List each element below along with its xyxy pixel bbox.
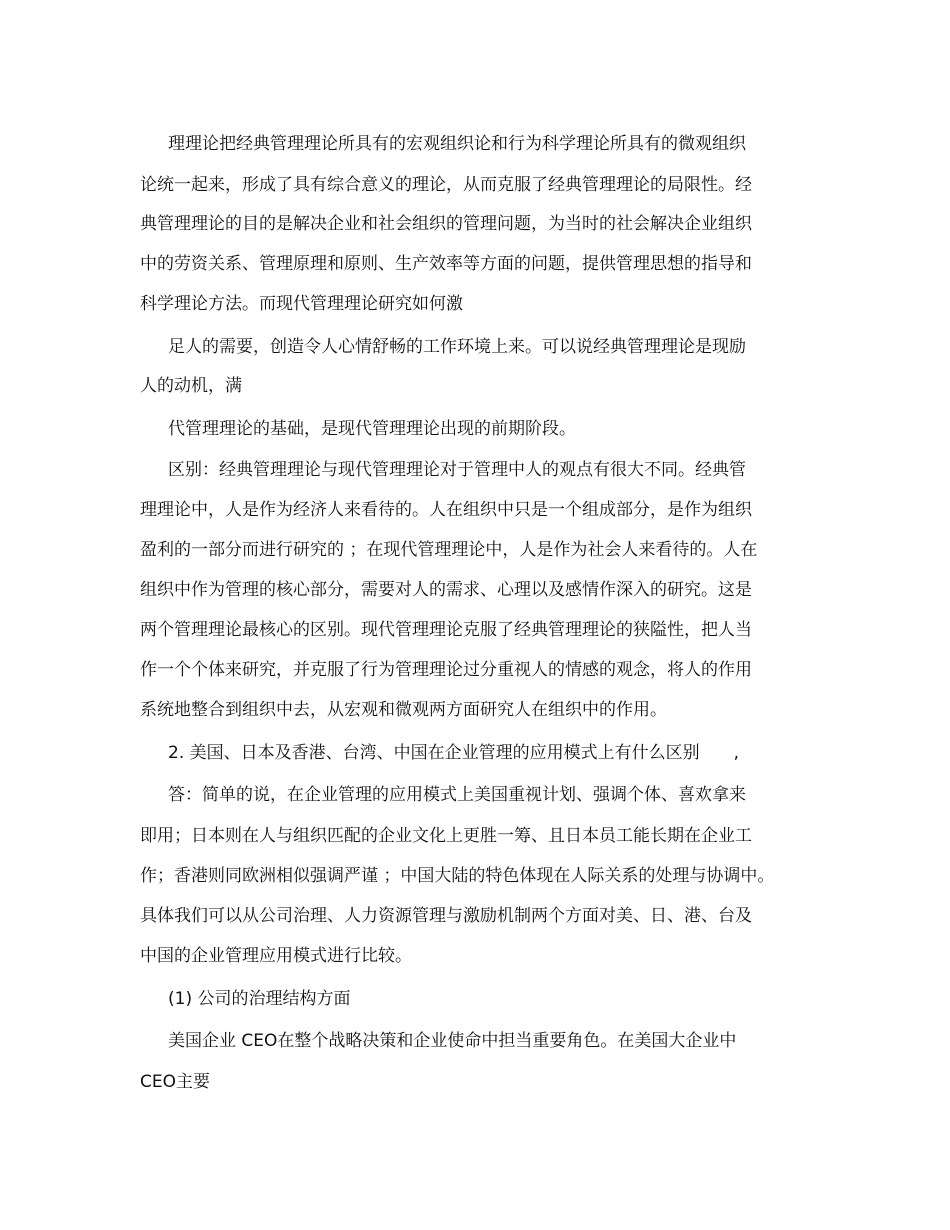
text-line: 盈利的一部分而进行研究的 ；在现代管理理论中，人是作为社会人来看待的。人在: [140, 540, 758, 560]
text-line: 论统一起来，形成了具有综合意义的理论，从而克服了经典管理理论的局限性。经: [140, 175, 752, 195]
text-line: 人的动机，满: [140, 376, 242, 396]
text-line: 科学理论方法。而现代管理理论研究如何激: [140, 294, 463, 314]
text-line: (1) 公司的治理结构方面: [168, 989, 351, 1009]
text-line: 即用；日本则在人与组织匹配的企业文化上更胜一筹、且日本员工能长期在企业工: [140, 826, 752, 846]
text-line: 系统地整合到组织中去，从宏观和微观两方面研究人在组织中的作用。: [140, 700, 667, 720]
text-line: 典管理理论的目的是解决企业和社会组织的管理问题，为当时的社会解决企业组织: [140, 214, 752, 234]
text-line: 具体我们可以从公司治理、人力资源管理与激励机制两个方面对美、日、港、台及: [140, 906, 752, 926]
text-line: 答：简单的说，在企业管理的应用模式上美国重视计划、强调个体、喜欢拿来: [168, 785, 746, 805]
text-line: 作；香港则同欧洲相似强调严谨 ；中国大陆的特色体现在人际关系的处理与协调中。: [140, 866, 775, 886]
text-line: 两个管理理论最核心的区别。现代管理理论克服了经典管理理论的狭隘性，把人当: [140, 620, 752, 640]
text-line: 区别：经典管理理论与现代管理理论对于管理中人的观点有很大不同。经典管: [168, 460, 746, 480]
text-line: 作一个个体来研究，并克服了行为管理理论过分重视人的情感的观念，将人的作用: [140, 660, 752, 680]
text-line: 美国企业 CEO在整个战略决策和企业使命中担当重要角色。在美国大企业中: [168, 1031, 737, 1051]
text-line: 理理论中，人是作为经济人来看待的。人在组织中只是一个组成部分，是作为组织: [140, 500, 752, 520]
text-line: 组织中作为管理的核心部分，需要对人的需求、心理以及感情作深入的研究。这是: [140, 580, 752, 600]
text-line: 2. 美国、日本及香港、台湾、中国在企业管理的应用模式上有什么区别 ,: [168, 743, 740, 763]
text-line: 理理论把经典管理理论所具有的宏观组织论和行为科学理论所具有的微观组织: [168, 134, 746, 154]
text-line: 足人的需要，创造令人心情舒畅的工作环境上来。可以说经典管理理论是现励: [168, 337, 746, 357]
text-line: CEO主要: [140, 1072, 210, 1092]
text-line: 代管理理论的基础，是现代管理理论出现的前期阶段。: [168, 419, 576, 439]
text-line: 中国的企业管理应用模式进行比较。: [140, 946, 412, 966]
text-line: 中的劳资关系、管理原理和原则、生产效率等方面的问题，提供管理思想的指导和: [140, 254, 752, 274]
